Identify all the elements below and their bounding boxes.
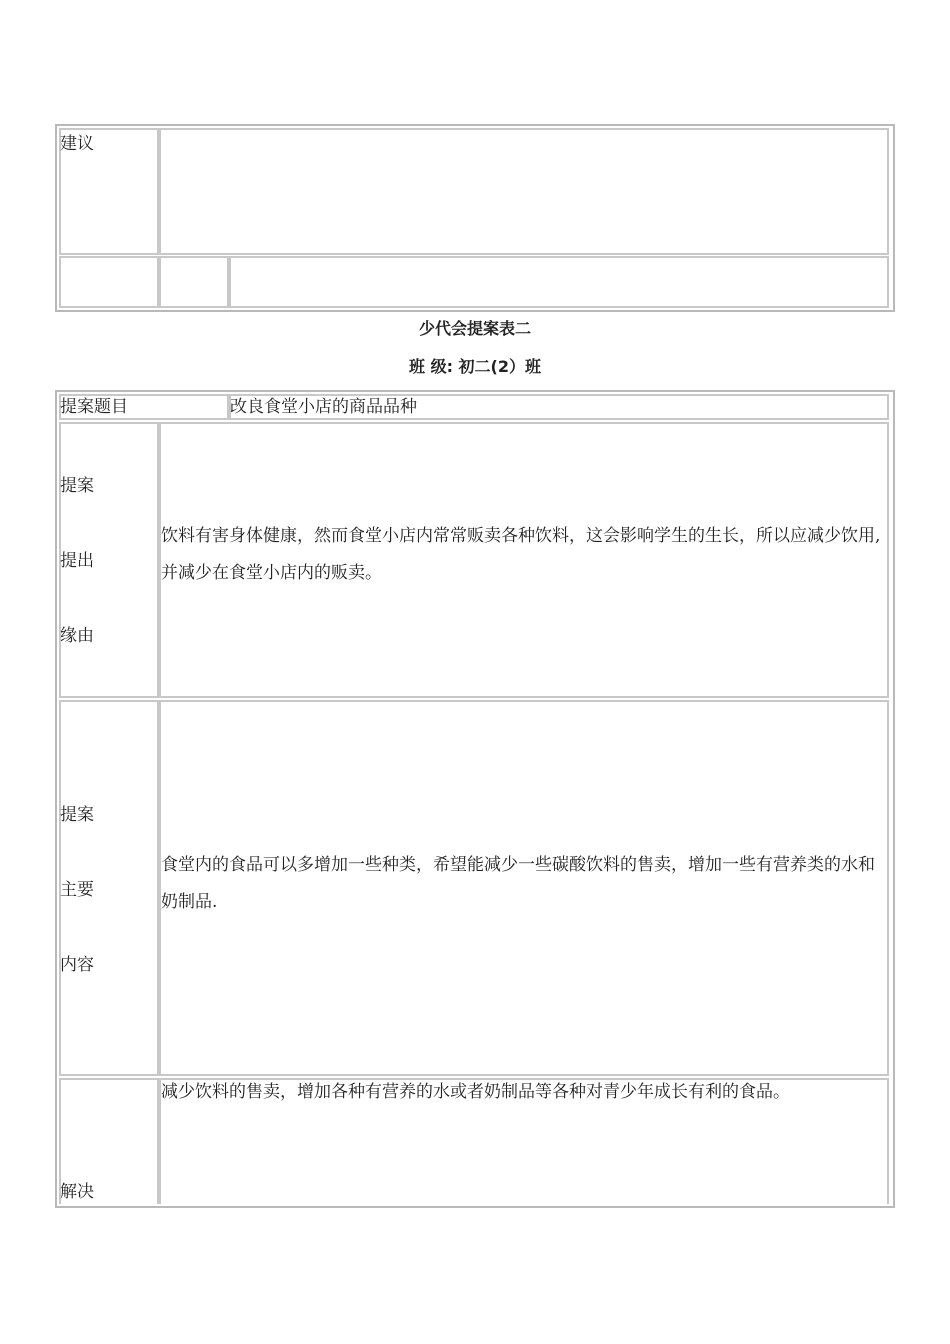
content-text: 食堂内的食品可以多增加一些种类，希望能减少一些碳酸饮料的售卖，增加一些有营养类的水和奶制品. [161, 855, 875, 912]
topic-label: 提案题目 [60, 397, 128, 417]
class-line: 班 级: 初二(2）班 [409, 357, 541, 376]
form-title: 少代会提案表二 [418, 319, 531, 338]
reason-label-1: 提案 [60, 476, 94, 496]
reason-label-2: 提出 [60, 551, 94, 571]
content-label-1: 提案 [60, 805, 94, 825]
solution-label: 解决 [60, 1182, 94, 1202]
content-label-2: 主要 [60, 880, 94, 900]
reason-label-3: 缘由 [60, 626, 94, 646]
topic-value: 改良食堂小店的商品品种 [230, 397, 417, 417]
reason-text: 饮料有害身体健康，然而食堂小店内常常贩卖各种饮料，这会影响学生的生长，所以应减少饮用,并减少在食堂小店内的贩卖。 [161, 526, 881, 583]
suggestion-content-cell [159, 128, 889, 255]
suggestion-table [55, 124, 895, 312]
suggestion-label: 建议 [60, 134, 94, 154]
signature-label-cell [59, 256, 159, 308]
content-label-3: 内容 [60, 955, 94, 975]
solution-text: 减少饮料的售卖，增加各种有营养的水或者奶制品等各种对青少年成长有利的食品。 [161, 1082, 790, 1102]
signature-mid-cell [159, 256, 229, 308]
signature-value-cell [229, 256, 889, 308]
proposal-table [55, 390, 895, 1208]
